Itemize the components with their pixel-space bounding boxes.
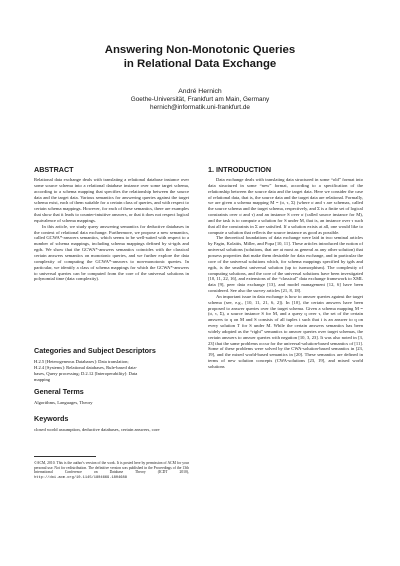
category-line: mapping (34, 376, 51, 382)
categories-body (34, 359, 189, 382)
keywords-heading: Keywords (34, 414, 69, 423)
copyright-text: ©ACM, 2010. This is the author's version of the work. It is posted here by permission of ACM for your personal use. Not for redistribution. The definitive version was published in the Proceedings of the 13th International Conference on Database Theory (ICDT 2010), (34, 461, 189, 475)
general-terms-heading: General Terms (34, 387, 84, 396)
footnote-rule (34, 456, 96, 457)
copyright-notice (34, 461, 189, 481)
introduction-paragraph-3: An important issue in data exchange is how to answer queries against the target schema (see, e.g., [10, 11, 21, 6, 2]). In [10], the certain answers have been proposed to answer queries over the target schema. Given a schema mapping M = (σ, τ, Σ), a source instance S for M, and a query q over τ, the set of the certain answers to q on M and S consists of all tuples t such that t is an answer to q on every solution T for S under M. While the certain answers semantics has been widely adopted as the “right” semantics to answer queries over target schemas, the certain answers to answer queries with negation [10, 3, 23]. It was also noted in [3, 23] that the same problems occur for the universal-solution-based semantics of [11]. Some of these problems were solved by the CWA-solution-based semantics in [23, 19], and the mixed world-based semantics in [20]. These semantics are defined in terms of new solution concepts (CWA-solutions [23, 19], and mixed world solutions (208, 293, 363, 369)
paper-title-line-1: Answering Non-Monotonic Queries (104, 44, 296, 56)
general-terms-text: Algorithms, Languages, Theory (34, 400, 93, 405)
introduction-body (208, 177, 363, 370)
category-line: bases, Query processing; D.2.12 [Interoperability]: Data (34, 370, 138, 376)
author-affiliation: Goethe-Universität, Frankfurt am Main, Germany (130, 96, 270, 103)
author-name: André Hernich (178, 88, 222, 95)
abstract-body (34, 177, 189, 282)
author-email: hernich@informatik.uni-frankfurt.de (150, 104, 250, 111)
category-line: H.2.5 [Heterogeneous Databases]: Data translation; (34, 359, 129, 364)
paper-title-line-2: in Relational Data Exchange (123, 58, 277, 70)
keywords-text: closed world assumption, deductive databases, certain answers, core (34, 427, 160, 432)
copyright-doi-link[interactable]: http://doi.acm.org/10.1145/1804669.1804688 (34, 476, 127, 481)
abstract-paragraph-2: In this article, we study query answering semantics for deductive databases in the context of relational data exchange. Furthermore, we propose a new semantics, called GCWA*-answers semantics, which seems to be well-suited with respect to a number of schema mappings, including schema mappings defined by st-tgds and egds. We show that the GCWA*-answers semantics coincides with the classical certain answers semantics on monotonic queries, and we further explore the data complexity of computing the GCWA*-answers to non-monotonic queries. In particular, we identify a class of schema mappings for which the GCWA*-answers to universal queries can be computed from the core of the universal solutions in polynomial time (data complexity). (34, 223, 189, 282)
introduction-paragraph-2: The theoretical foundations of data exchange were laid in two seminal articles by Fagin, Kolaitis, Miller, and Popa [10, 11]. These articles introduced the notion of universal solutions (solutions, that are at most as general as any other solution) that possess properties that make them desirable for data exchange, and in particular the core of the universal solutions which, for schema mappings specified by tgds and egds, is the smallest universal solution (up to isomorphism). The complexity of computing solutions, and the core of the universal solutions have been investigated [10, 11, 22, 16], and extensions of the “classical” data exchange framework to XML data [9], peer data exchange [13], and model management [12, 6] have been considered. See also the survey articles [21, 8, 18]. (208, 235, 363, 294)
introduction-paragraph-1: Data exchange deals with translating data structured in some “old” format into data structured in some “new” format, according to a specification of the relationship between the source data and the target data. Here we consider the case of relational data, that is, the source data and the target data are relational. Formally, we are given a schema mapping M = (σ, τ, Σ) (where σ and τ are schemas, called the source schema and the target schema, respectively, and Σ is a finite set of logical constraints over σ and τ) and an instance S over σ (called source instance for M), and the task is to compute a solution for S under M, that is, an instance over τ such that all the constraints in Σ are satisfied. If a solution exists at all, one would like to compute a solution that reflects the source instance as good as possible. (208, 177, 363, 235)
abstract-heading: ABSTRACT (34, 165, 74, 174)
introduction-heading: 1. INTRODUCTION (208, 165, 272, 174)
category-line: H.2.4 [Systems]: Relational databases, Rule-based data- (34, 364, 138, 370)
categories-heading: Categories and Subject Descriptors (34, 346, 156, 355)
abstract-paragraph-1: Relational data exchange deals with translating a relational database instance over some source schema into a relational database instance over some target schema, according to a schema mapping that specifies the relationship between the source data and the target data. Various semantics for answering queries against the target schema exist, each of them suitable for a certain class of queries, and with respect to certain schema mappings. However, for each of these semantics, there are examples that show that it leads to counter-intuitive answers, or that it does not respect logical equivalence of schema mappings. (34, 177, 189, 223)
